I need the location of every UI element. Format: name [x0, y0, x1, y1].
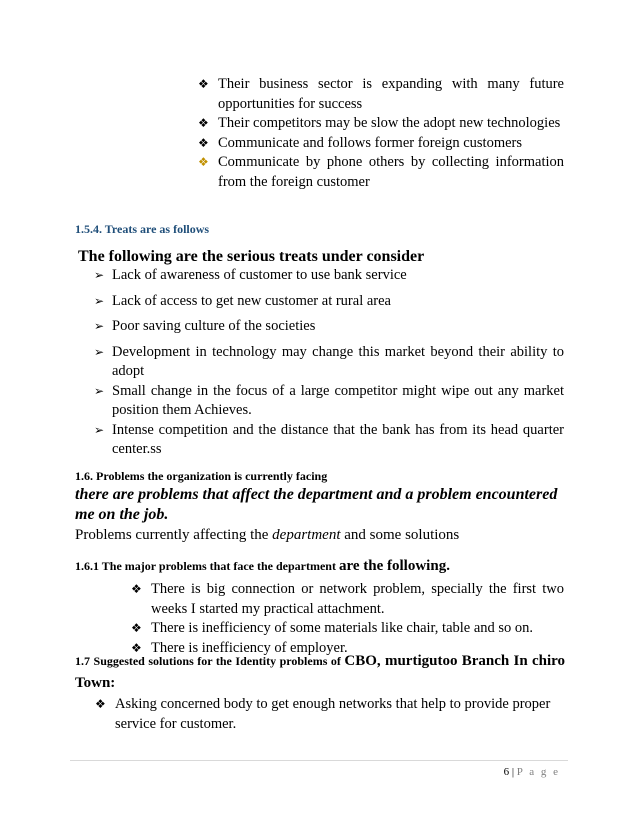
threats-list — [94, 266, 564, 460]
arrow-bullet-icon: ➢ — [94, 422, 105, 437]
list-item: ➢ Poor saving culture of the societies — [94, 317, 564, 337]
arrow-bullet-icon: ➢ — [94, 383, 105, 398]
diamond-bullet-icon: ❖ — [131, 582, 142, 596]
list-item: ❖ Communicate by phone others by collecting information from the foreign customer — [198, 154, 564, 190]
list-item: ➢ Lack of awareness of customer to use bank service — [94, 266, 564, 286]
list-item: ❖ There is inefficiency of employer. — [131, 639, 564, 659]
list-item: ➢ Small change in the focus of a large competitor might wipe out any market position them Achieves. — [94, 382, 564, 418]
diamond-bullet-icon: ❖ — [131, 621, 142, 635]
diamond-bullet-icon: ❖ — [198, 135, 209, 150]
list-item: ❖ There is inefficiency of some materials like chair, table and so on. — [131, 619, 564, 639]
list-item: ❖ Their business sector is expanding with many future opportunities for success — [198, 76, 564, 112]
section-heading-1-5-4: 1.5.4. Treats are as follows — [75, 222, 210, 236]
threats-intro: The following are the serious treats under consider — [78, 248, 425, 265]
footer-divider — [70, 760, 568, 761]
list-item: ➢ Lack of access to get new customer at rural area — [94, 292, 564, 312]
page-number: 6 — [503, 766, 510, 778]
list-item: ❖ There is big connection or network problem, specially the first two weeks I started my practical attachment. — [131, 581, 564, 617]
section-heading-1-6-1: 1.6.1 The major problems that face the department are the following. — [75, 558, 450, 574]
diamond-bullet-icon: ❖ — [198, 155, 209, 169]
arrow-bullet-icon: ➢ — [94, 319, 105, 333]
diamond-bullet-icon: ❖ — [198, 116, 209, 130]
arrow-bullet-icon: ➢ — [94, 293, 105, 308]
problems-intro: Problems currently affecting the department and some solutions — [75, 527, 460, 543]
solutions-list — [95, 695, 557, 734]
section-heading-1-6: 1.6. Problems the organization is currently facing — [75, 469, 328, 483]
list-item: ❖ Communicate and follows former foreign customers — [198, 134, 564, 154]
diamond-bullet-icon: ❖ — [198, 77, 209, 91]
diamond-bullet-icon: ❖ — [131, 640, 142, 655]
diamond-bullet-icon: ❖ — [95, 697, 106, 711]
problems-list — [131, 580, 564, 658]
page-footer: 6 | P a g e — [503, 766, 560, 778]
list-item: ❖ Their competitors may be slow the adopt new technologies — [198, 114, 564, 134]
list-item: ➢ Development in technology may change this market beyond their ability to adopt — [94, 343, 564, 379]
section-heading-1-7: 1.7 Suggested solutions for the Identity problems of CBO, murtigutoo Branch In chiro Town: — [75, 653, 565, 691]
list-item: ❖ Asking concerned body to get enough networks that help to provide proper service for customer. — [95, 696, 551, 732]
list-item: ➢ Intense competition and the distance that the bank has from its head quarter center.ss — [94, 421, 564, 457]
problem-statement: there are problems that affect the department and a problem encountered me on the job. — [75, 486, 558, 523]
page-label: P a g e — [516, 766, 560, 778]
opportunities-list — [198, 75, 564, 192]
arrow-bullet-icon: ➢ — [94, 268, 105, 282]
arrow-bullet-icon: ➢ — [94, 344, 105, 359]
